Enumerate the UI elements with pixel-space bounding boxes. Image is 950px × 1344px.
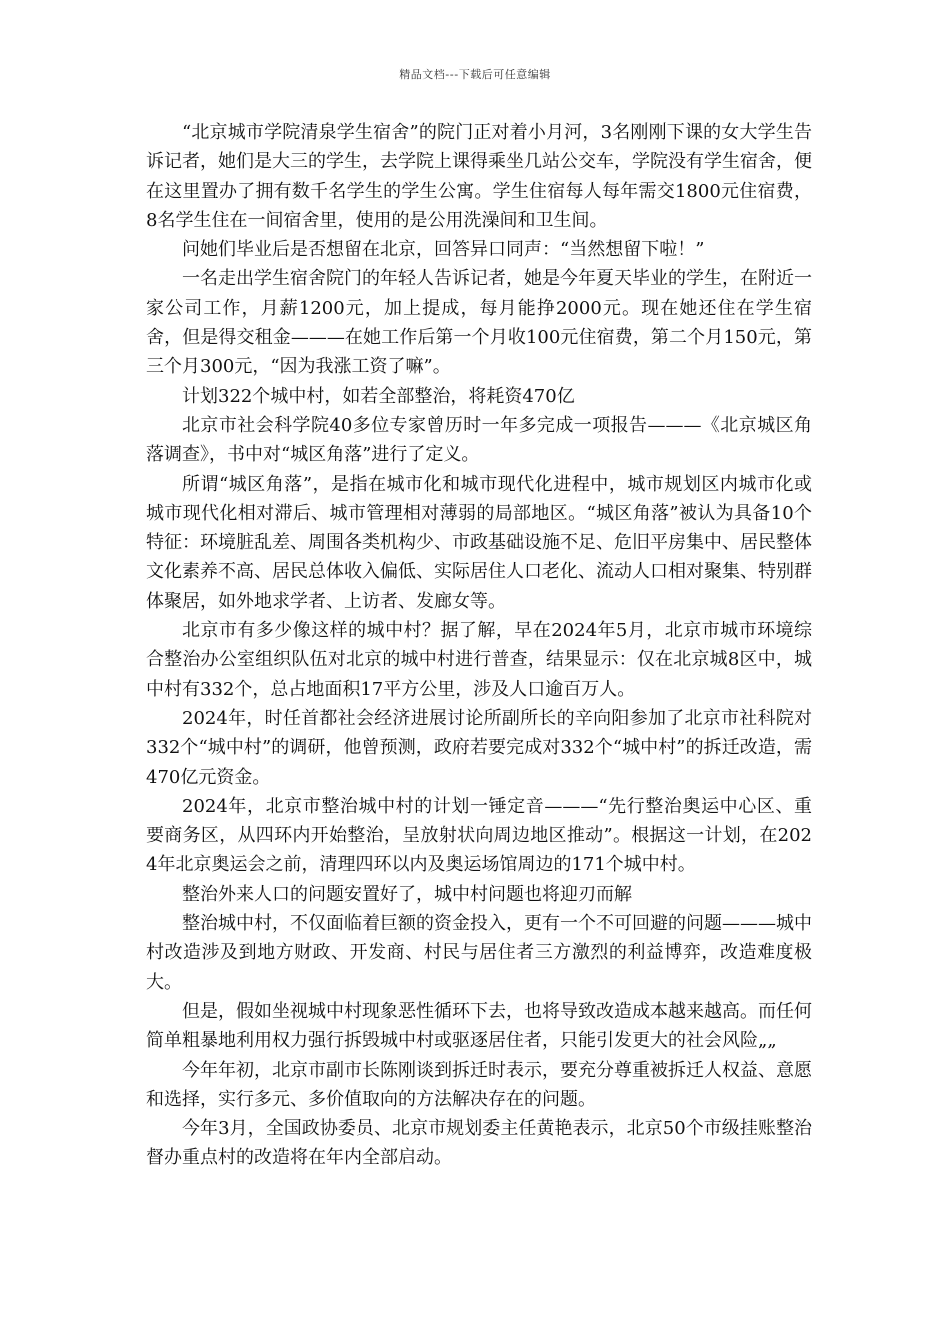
page-header: 精品文档---下载后可任意编辑 (399, 68, 551, 81)
paragraph-4: 北京市社会科学院40多位专家曾历时一年多完成一项报告———《北京城区角落调查》，书中对“城区角落”进行了定义。 (146, 414, 812, 466)
paragraph-7: 2024年，时任首都社会经济进展讨论所副所长的辛向阳参加了北京市社科院对332个“城中村”的调研，他曾预测，政府若要完成对332个“城中村”的拆迁改造，需470亿元资金。 (146, 707, 812, 788)
section-heading-1: 计划322个城中村，如若全部整治，将耗资470亿 (182, 385, 575, 407)
paragraph-6: 北京市有多少像这样的城中村？据了解，早在2024年5月，北京市城市环境综合整治办公室组织队伍对北京的城中村进行普查，结果显示：仅在北京城8区中，城中村有332个，总占地面积17平方公里，涉及人口逾百万人。 (146, 620, 812, 700)
paragraph-2: 问她们毕业后是否想留在北京，回答异口同声：“当然想留下啦！” (182, 239, 705, 261)
paragraph-10: 但是，假如坐视城中村现象恶性循环下去，也将导致改造成本越来越高。而任何简单粗暴地利用权力强行拆毁城中村或驱逐居住者，只能引发更大的社会风险„„ (146, 1000, 812, 1052)
paragraph-9: 整治城中村，不仅面临着巨额的资金投入，更有一个不可回避的问题———城中村改造涉及到地方财政、开发商、村民与居住者三方激烈的利益博弈，改造难度极大。 (146, 913, 812, 993)
paragraph-1: “北京城市学院清泉学生宿舍”的院门正对着小月河，3名刚刚下课的女大学生告诉记者，她们是大三的学生，去学院上课得乘坐几站公交车，学院没有学生宿舍，便在这里置办了拥有数千名学生的学生公寓。学生住宿每人每年需交1800元住宿费，8名学生住在一间宿舍里，使用的是公用洗澡间和卫生间。 (146, 122, 812, 231)
paragraph-11: 今年年初，北京市副市长陈刚谈到拆迁时表示，要充分尊重被拆迁人权益、意愿和选择，实行多元、多价值取向的方法解决存在的问题。 (146, 1059, 812, 1110)
paragraph-8: 2024年，北京市整治城中村的计划一锤定音———“先行整治奥运中心区、重要商务区，从四环内开始整治，呈放射状向周边地区推动”。根据这一计划，在2024年北京奥运会之前，清理四环以内及奥运场馆周边的171个城中村。 (146, 795, 812, 876)
section-heading-2: 整治外来人口的问题安置好了，城中村问题也将迎刃而解 (182, 883, 632, 905)
paragraph-3: 一名走出学生宿舍院门的年轻人告诉记者，她是今年夏天毕业的学生，在附近一家公司工作，月薪1200元，加上提成，每月能挣2000元。现在她还住在学生宿舍，但是得交租金———在她工作后第一个月收100元住宿费，第二个月150元，第三个月300元，“因为我涨工资了嘛”。 (146, 268, 812, 378)
paragraph-5: 所谓“城区角落”，是指在城市化和城市现代化进程中，城市规划区内城市化或城市现代化相对滞后、城市管理相对薄弱的局部地区。“城区角落”被认为具备10个特征：环境脏乱差、周围各类机构少、市政基础设施不足、危旧平房集中、居民整体文化素养不高、居民总体收入偏低、实际居住人口老化、流动人口相对聚集、特别群体聚居，如外地求学者、上访者、发廊女等。 (146, 473, 812, 612)
article-body (146, 118, 812, 1173)
paragraph-12: 今年3月，全国政协委员、北京市规划委主任黄艳表示，北京50个市级挂账整治督办重点村的改造将在年内全部启动。 (146, 1118, 812, 1169)
